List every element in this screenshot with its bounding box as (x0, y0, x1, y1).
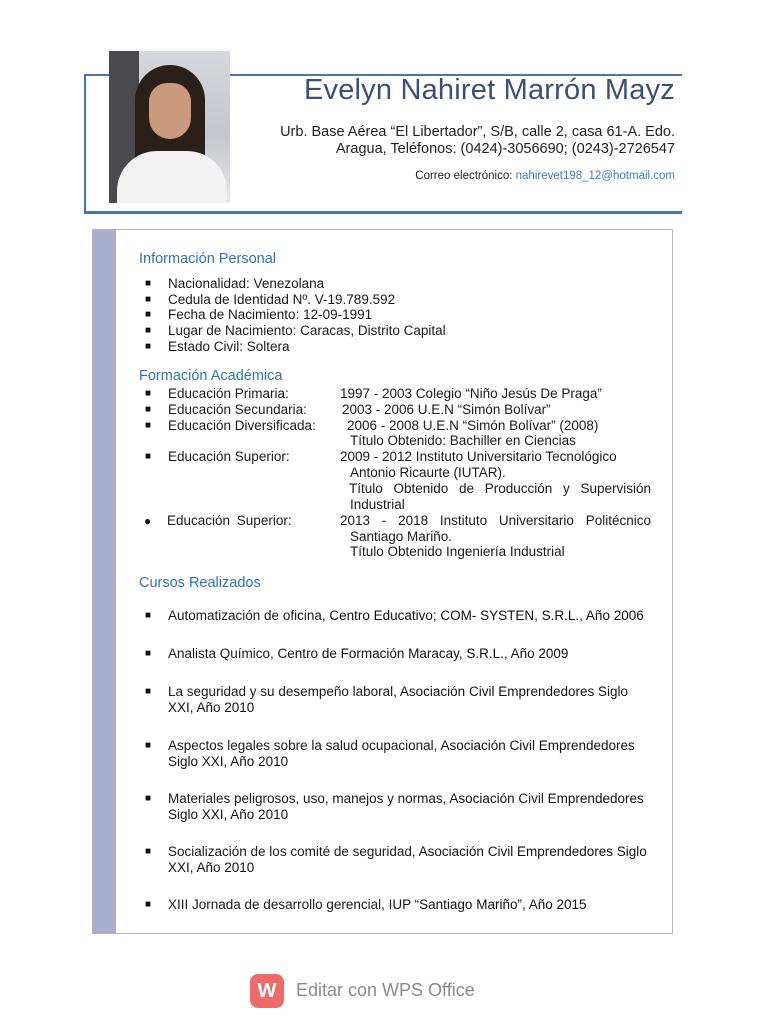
wps-logo-icon[interactable]: W (250, 974, 284, 1008)
course-org: Asociación Civil Emprendedores Siglo XXI, Año 2010 (168, 738, 635, 769)
bullet-icon: ■ (145, 793, 152, 804)
course-item (168, 646, 648, 662)
education-detail: 2006 - 2008 U.E.N “Simón Bolívar” (2008) (347, 418, 599, 433)
education-degree: Título Obtenido Ingeniería Industrial (350, 544, 565, 559)
course-org: Asociación Civil Emprendedores Siglo XXI, Año 2010 (168, 844, 647, 875)
bullet-icon: ■ (145, 278, 152, 289)
bullet-icon: ■ (145, 309, 152, 320)
contact-address: Urb. Base Aérea “El Libertador”, S/B, calle 2, casa 61-A. Edo. Aragua, Teléfonos: (0424)-3056690; (0243)-2726547 (280, 124, 675, 157)
course-name: XIII Jornada de desarrollo gerencial, (168, 897, 389, 912)
course-org: Centro de Formación Maracay, S.R.L., Año 2009 (277, 646, 569, 661)
course-name: La seguridad y su desempeño laboral, (168, 684, 400, 699)
course-item (168, 791, 648, 823)
education-institution: Antonio Ricaurte (IUTAR). (350, 465, 506, 480)
course-item (168, 897, 648, 913)
section-title-courses: Cursos Realizados (139, 575, 261, 591)
bullet-icon: ■ (145, 294, 152, 305)
bullet-icon: ■ (145, 610, 152, 621)
email-link[interactable]: nahirevet198_12@hotmail.com (515, 170, 675, 182)
bullet-icon: ■ (145, 325, 152, 336)
bullet-icon: ■ (145, 740, 152, 751)
header-bottom-rule (84, 211, 682, 214)
education-degree: Título Obtenido de Producción y Supervisión (349, 481, 651, 496)
profile-photo (109, 51, 230, 203)
education-level: Educación Primaria: (168, 386, 289, 401)
course-item (168, 844, 648, 876)
course-name: Automatización de oficina, (168, 608, 330, 623)
edit-with-wps-link[interactable]: Editar con WPS Office (296, 980, 475, 1000)
course-org: IUP “Santiago Mariño”, Año 2015 (388, 897, 587, 912)
candidate-name: Evelyn Nahiret Marrón Mayz (303, 74, 675, 106)
education-detail: 2013 - 2018 Instituto Universitario Politécnico (340, 513, 651, 528)
bullet-icon: ■ (145, 648, 152, 659)
education-detail: 2009 - 2012 Instituto Universitario Tecnológico (340, 449, 617, 464)
personal-item: Lugar de Nacimiento: Caracas, Distrito Capital (168, 323, 446, 338)
course-name: Analista Químico, (168, 646, 278, 661)
bullet-icon: ■ (145, 686, 152, 697)
course-org: Asociación Civil Emprendedores Siglo XXI, Año 2010 (168, 791, 644, 822)
education-degree: Título Obtenido: Bachiller en Ciencias (350, 433, 576, 448)
photo-shirt (117, 151, 227, 203)
course-name: Materiales peligrosos, uso, manejos y normas, (168, 791, 450, 806)
bullet-icon: ■ (145, 341, 152, 352)
course-org: Centro Educativo; COM- SYSTEN, S.R.L., Año 2006 (329, 608, 644, 623)
course-item (168, 684, 648, 716)
side-accent-bar (93, 230, 116, 933)
education-level: Educación Superior: (168, 449, 290, 464)
education-institution: Santiago Mariño. (350, 529, 453, 544)
course-org: Asociación Civil Emprendedores Siglo XXI, Año 2010 (168, 684, 629, 715)
education-detail: 2003 - 2006 U.E.N “Simón Bolívar” (342, 402, 551, 417)
bullet-icon: ■ (145, 846, 152, 857)
personal-item: Nacionalidad: Venezolana (168, 276, 325, 291)
personal-item: Fecha de Nacimiento: 12-09-1991 (168, 307, 373, 322)
education-level: Educación Superior: (167, 513, 292, 528)
education-level: Educación Diversificada: (168, 418, 316, 433)
education-degree-cont: Industrial (350, 497, 405, 512)
course-item (168, 608, 648, 624)
header-left-rule (84, 74, 86, 214)
bullet-icon: ■ (145, 451, 152, 462)
personal-item: Estado Civil: Soltera (168, 339, 290, 354)
bullet-icon: ■ (145, 899, 152, 910)
course-item (168, 738, 648, 770)
bullet-icon: ■ (145, 388, 152, 399)
section-title-education: Formación Académica (139, 368, 283, 384)
email-line (415, 170, 675, 182)
bullet-icon: ■ (145, 420, 152, 431)
personal-item: Cedula de Identidad Nº. V-19.789.592 (168, 292, 396, 307)
education-detail: 1997 - 2003 Colegio “Niño Jesús De Praga” (340, 386, 602, 401)
section-title-personal: Información Personal (139, 251, 277, 267)
email-label: Correo electrónico: (415, 170, 516, 182)
photo-face (149, 83, 191, 139)
education-level: Educación Secundaria: (168, 402, 307, 417)
course-name: Socialización de los comité de seguridad, (168, 844, 419, 859)
bullet-icon: ■ (145, 404, 152, 415)
bullet-dot-icon: ● (144, 514, 152, 528)
course-name: Aspectos legales sobre la salud ocupacional, (168, 738, 441, 753)
